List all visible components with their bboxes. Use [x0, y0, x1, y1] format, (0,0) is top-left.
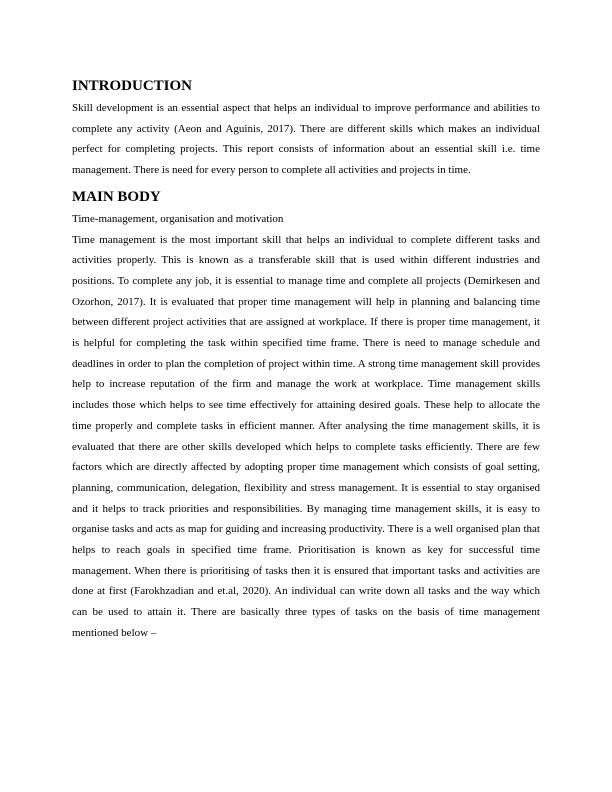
main-body-heading: MAIN BODY — [72, 188, 161, 205]
main-body-subheading: Time-management, organisation and motivation — [72, 212, 284, 225]
introduction-paragraph: Skill development is an essential aspect that helps an individual to improve performance and abilities to complete any activity (Aeon and Aguinis, 2017). There are different skills which makes an individual perfect for completing projects. This report consists of information about an essential skill i.e. time management. There is need for every person to complete all activities and projects in time. — [72, 102, 540, 177]
main-body-paragraph: Time management is the most important skill that helps an individual to complete different tasks and activities properly. This is known as a transferable skill that is used within different industries and positions. To complete any job, it is essential to manage time and complete all projects (Demirkesen and Ozorhon, 2017). It is evaluated that proper time management will help in planning and balancing time between different project activities that are assigned at workplace. If there is proper time management, it is helpful for completing the task within specified time frame. There is need to manage schedule and deadlines in order to plan the completion of project within time. A strong time management skill provides help to increase reputation of the firm and manage the work at workplace. Time management skills includes those which helps to see time effectively for attaining desired goals. These help to allocate the time properly and complete tasks in efficient manner. After analysing the time management skills, it is evaluated that there are other skills developed which helps to complete tasks efficiently. There are few factors which are directly affected by adopting proper time management which consists of goal setting, planning, communication, delegation, flexibility and stress management. It is essential to stay organised and it helps to track priorities and responsibilities. By managing time management skills, it is easy to organise tasks and acts as map for guiding and increasing productivity. There is a well organised plan that helps to reach goals in specified time frame. Prioritisation is known as key for successful time management. When there is prioritising of tasks then it is ensured that important tasks and activities are done at first (Farokhzadian and et.al, 2020). An individual can write down all tasks and the way which can be used to attain it. There are basically three types of tasks on the basis of time management mentioned below – — [72, 233, 540, 639]
introduction-heading: INTRODUCTION — [72, 78, 193, 94]
document-page — [72, 74, 540, 644]
